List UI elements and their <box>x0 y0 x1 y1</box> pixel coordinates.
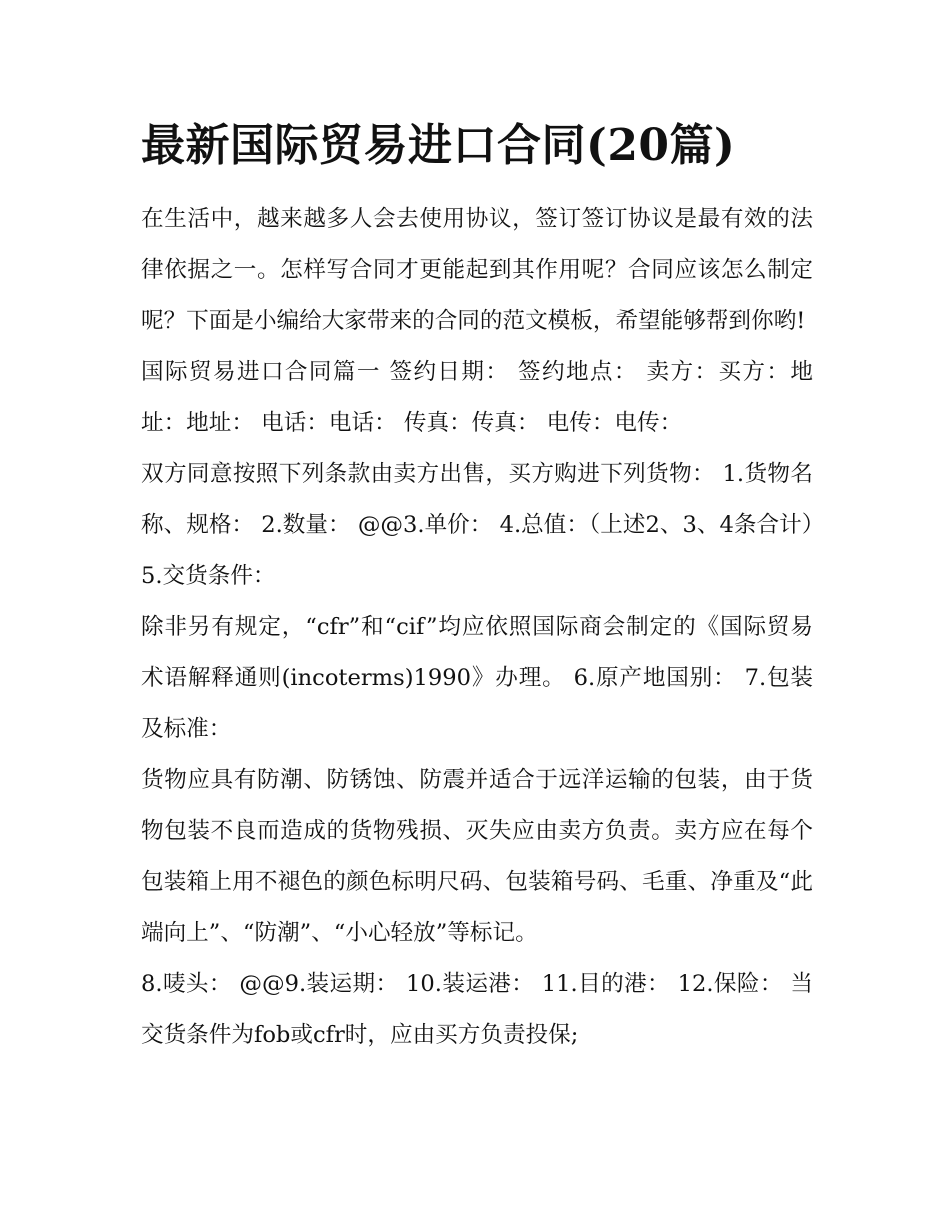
paragraph-intro: 在生活中，越来越多人会去使用协议，签订签订协议是最有效的法律依据之一。怎样写合同才更能起到其作用呢？合同应该怎么制定呢？下面是小编给大家带来的合同的范文模板，希望能够帮到你哟! <box>141 206 813 334</box>
paragraph-contract-parties: 国际贸易进口合同篇一 签约日期： 签约地点： 卖方：买方：地址：地址： 电话：电话： 传真：传真： 电传：电传： <box>141 359 813 436</box>
paragraph-packaging: 货物应具有防潮、防锈蚀、防震并适合于远洋运输的包装，由于货物包装不良而造成的货物残损、灭失应由卖方负责。卖方应在每个包装箱上用不褪色的颜色标明尺码、包装箱号码、毛重、净重及“此端向上”、“防潮”、“小心轻放”等标记。 <box>141 767 813 946</box>
document-body <box>141 112 813 1061</box>
paragraph-shipping: 8.唛头： @@9.装运期： 10.装运港： 11.目的港： 12.保险： 当交货条件为fob或cfr时，应由买方负责投保; <box>141 971 813 1048</box>
paragraph-goods-terms: 双方同意按照下列条款由卖方出售，买方购进下列货物： 1.货物名称、规格： 2.数量： @@3.单价： 4.总值：（上述2、3、4条合计）5.交货条件： <box>141 461 813 589</box>
document-title: 最新国际贸易进口合同(20篇) <box>141 120 736 171</box>
paragraph-incoterms: 除非另有规定，“cfr”和“cif”均应依照国际商会制定的《国际贸易术语解释通则(incoterms)1990》办理。 6.原产地国别： 7.包装及标准： <box>141 614 813 742</box>
